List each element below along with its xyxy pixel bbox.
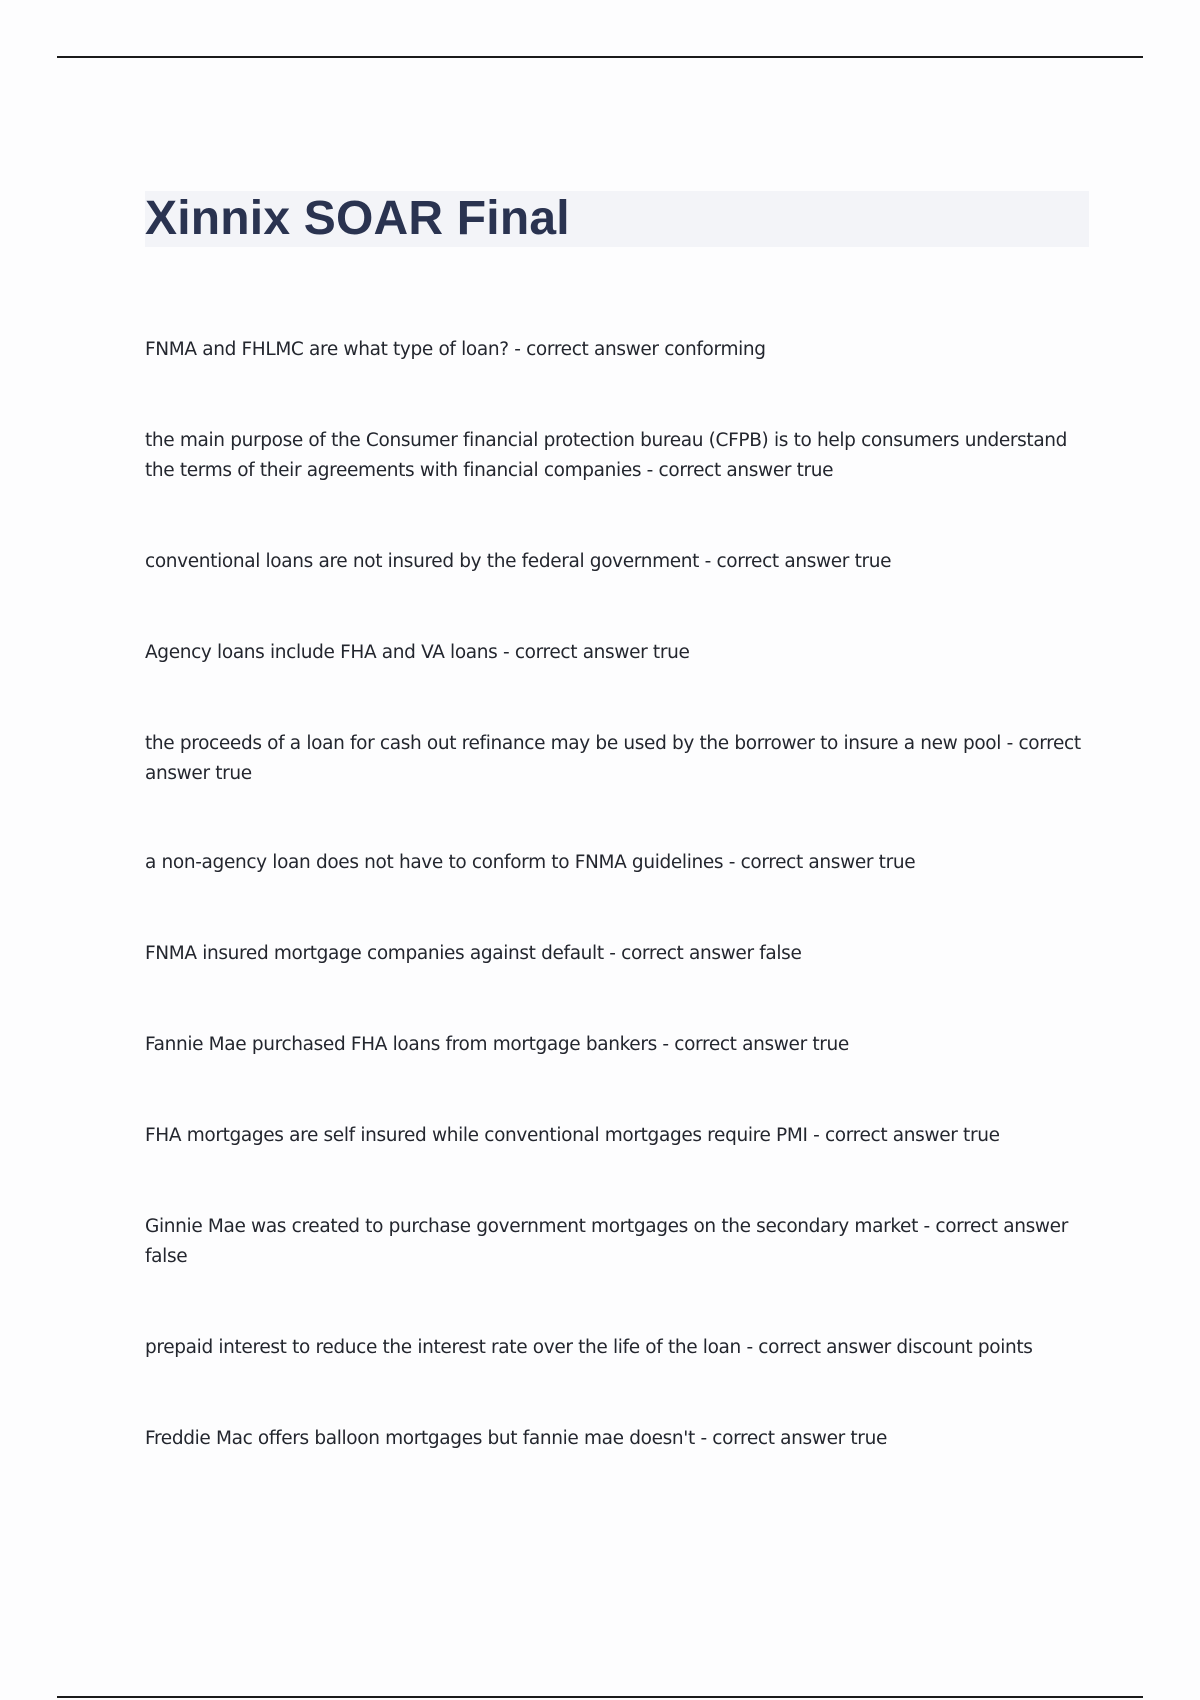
qa-item-2: the main purpose of the Consumer financial protection bureau (CFPB) is to help consumers understand the terms of their agreements with financial companies - correct answer true <box>145 430 1068 481</box>
qa-item-6: a non-agency loan does not have to conform to FNMA guidelines - correct answer true <box>145 852 916 873</box>
qa-item-12: Freddie Mac offers balloon mortgages but fannie mae doesn't - correct answer true <box>145 1428 887 1449</box>
qa-item-11: prepaid interest to reduce the interest rate over the life of the loan - correct answer discount points <box>145 1337 1033 1358</box>
qa-item-8: Fannie Mae purchased FHA loans from mortgage bankers - correct answer true <box>145 1034 849 1055</box>
qa-item-5: the proceeds of a loan for cash out refinance may be used by the borrower to insure a new pool - correct answer true <box>145 733 1081 784</box>
bottom-rule <box>57 1696 1143 1698</box>
qa-item-10: Ginnie Mae was created to purchase government mortgages on the secondary market - correct answer false <box>145 1216 1068 1267</box>
qa-item-9: FHA mortgages are self insured while conventional mortgages require PMI - correct answer true <box>145 1125 1000 1146</box>
qa-item-3: conventional loans are not insured by the federal government - correct answer true <box>145 551 892 572</box>
qa-item-7: FNMA insured mortgage companies against default - correct answer false <box>145 943 802 964</box>
top-rule <box>57 56 1143 58</box>
qa-item-1: FNMA and FHLMC are what type of loan? - correct answer conforming <box>145 339 766 360</box>
document-title: Xinnix SOAR Final <box>145 192 570 245</box>
qa-item-4: Agency loans include FHA and VA loans - correct answer true <box>145 642 690 663</box>
